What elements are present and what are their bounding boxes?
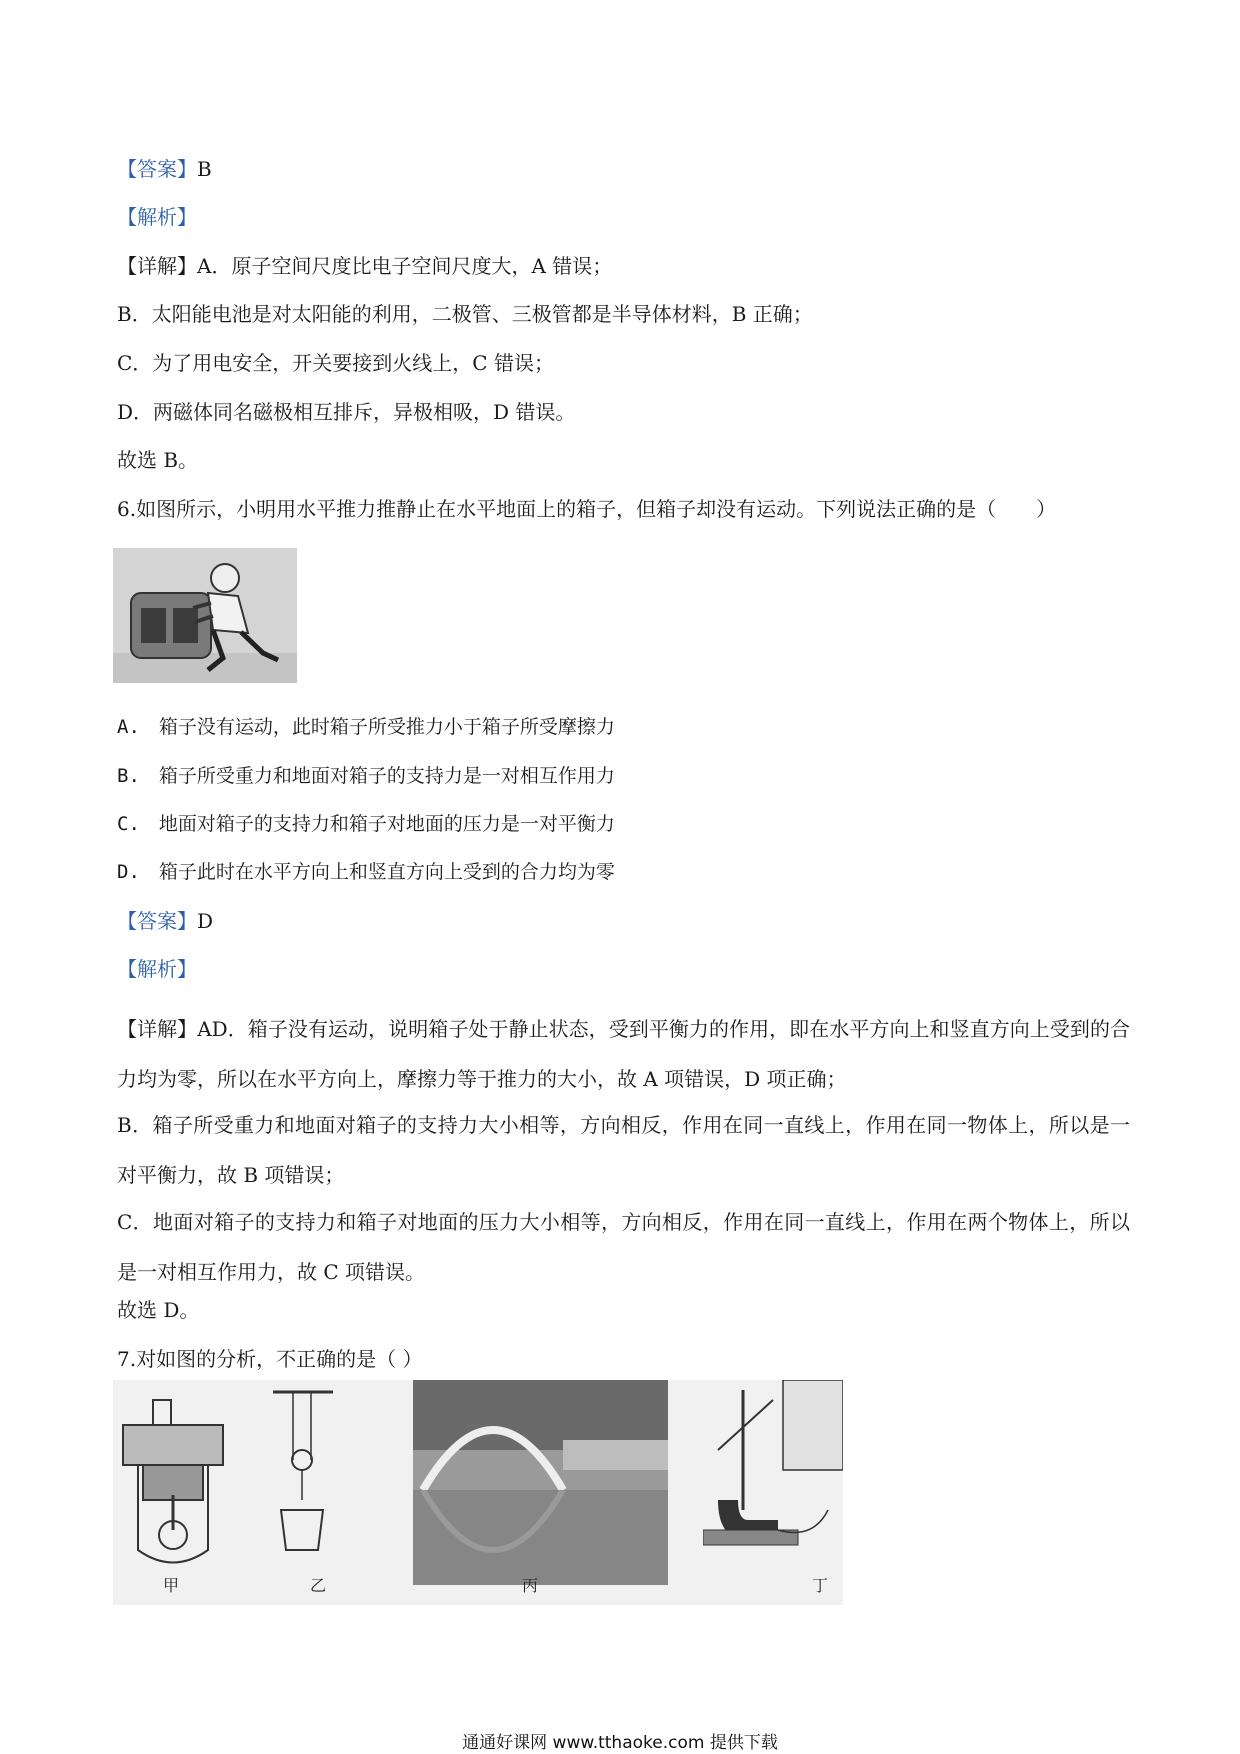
pushing-box-figure [113, 548, 297, 683]
detail-tag: 【详解】 [117, 254, 197, 278]
question-stem: 7.对如图的分析，不正确的是（ ） [117, 1347, 423, 1371]
answer-line [117, 907, 213, 935]
detail-paragraph [117, 1004, 1130, 1104]
electromagnet-apparatus [703, 1380, 843, 1590]
detail-paragraph: C．地面对箱子的支持力和箱子对地面的压力大小相等，方向相反，作用在同一直线上，作用在两个物体上，所以是一对相互作用力，故 C 项错误。 [117, 1210, 1130, 1284]
figure-caption: 乙 [310, 1576, 327, 1595]
figure-caption: 丁 [812, 1576, 829, 1595]
figure-caption: 丙 [522, 1576, 539, 1595]
pulley-diagram [253, 1380, 343, 1580]
option-a: A. 箱子没有运动，此时箱子所受推力小于箱子所受摩擦力 [117, 716, 615, 738]
option-c: C. 地面对箱子的支持力和箱子对地面的压力是一对平衡力 [117, 813, 615, 835]
detail-line [117, 252, 612, 280]
footer-text: 通通好课网 www.tthaoke.com 提供下载 [462, 1733, 778, 1753]
detail-text: AD．箱子没有运动，说明箱子处于静止状态，受到平衡力的作用，即在水平方向上和竖直方向上受到的合力均为零，所以在水平方向上，摩擦力等于推力的大小，故 A 项错误，D 项正确； [117, 1017, 1131, 1091]
detail-text: D．两磁体同名磁极相互排斥，异极相吸，D 错误。 [117, 400, 576, 424]
detail-tag: 【详解】 [117, 1017, 198, 1041]
four-panel-figure [113, 1380, 843, 1605]
option-b: B. 箱子所受重力和地面对箱子的支持力是一对相互作用力 [117, 765, 615, 787]
answer-line [117, 155, 212, 183]
answer-tag: 【答案】 [117, 909, 197, 933]
conclusion: 故选 D。 [117, 1298, 200, 1322]
detail-text: A．原子空间尺度比电子空间尺度大，A 错误； [197, 254, 613, 278]
option-d: D. 箱子此时在水平方向上和竖直方向上受到的合力均为零 [117, 861, 615, 883]
analysis-tag: 【解析】 [117, 957, 197, 981]
bridge-photo [413, 1380, 668, 1585]
answer-value: B [197, 157, 212, 181]
figure-caption: 甲 [163, 1576, 180, 1595]
detail-text: B．太阳能电池是对太阳能的利用，二极管、三极管都是半导体材料，B 正确； [117, 302, 813, 326]
answer-tag: 【答案】 [117, 157, 197, 181]
answer-value: D [197, 909, 214, 933]
conclusion: 故选 B。 [117, 448, 199, 472]
detail-paragraph: B．箱子所受重力和地面对箱子的支持力大小相等，方向相反，作用在同一直线上，作用在同一物体上，所以是一对平衡力，故 B 项错误； [117, 1113, 1130, 1187]
question-stem: 6.如图所示，小明用水平推力推静止在水平地面上的箱子，但箱子却没有运动。下列说法正确的是（ ） [117, 497, 1057, 521]
detail-text: C．为了用电安全，开关要接到火线上，C 错误； [117, 351, 554, 375]
engine-diagram [113, 1380, 238, 1580]
analysis-tag: 【解析】 [117, 205, 197, 229]
